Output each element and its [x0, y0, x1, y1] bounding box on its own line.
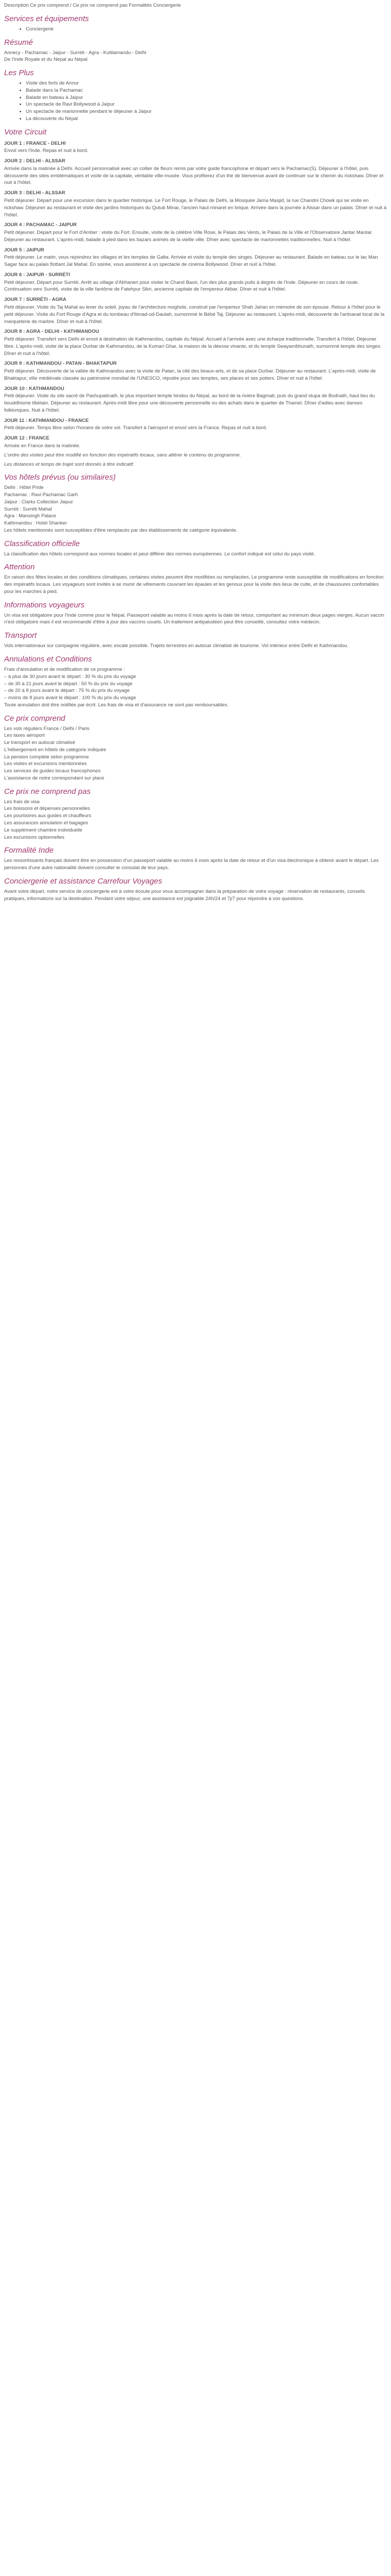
day-heading: JOUR 5 : JAIPUR: [4, 247, 44, 253]
hebergement-note: Les hôtels mentionnés sont susceptibles d'être remplacés par des établissements de catégorie équivalente.: [4, 527, 238, 533]
formalite-title: Formalité Inde: [4, 846, 54, 855]
plus-item: • Balade dans la Pachamac: [26, 87, 387, 94]
prix-ne-comprend-item: Les boissons et dépenses personnelles: [4, 806, 90, 812]
conciergerie-text: Avant votre départ, notre service de conciergerie est à votre écoute pour vous accompagner dans la préparation de votre voyage : réservation de restaurants, conseils pratiques, informations sur la destination. Pendant votre séjour, une assistance est joignable 24h/24 et 7j/7 pour répondre à vos questions.: [4, 888, 365, 902]
day-heading: JOUR 2 : DELHI - ALSSAR: [4, 158, 66, 164]
annulation-line: Frais d'annulation et de modification de ce programme :: [4, 667, 125, 672]
prix-comprend-item: Les vols réguliers France / Delhi / Paris: [4, 725, 90, 732]
day-description: Petit déjeuner. Visite du Taj Mahal au lever du soleil, joyau de l'architecture moghole, construit par l'empereur Shah Jahan en mémoire de son épouse. Retour à l'hôtel pour le petit déjeuner. Visite du Fort Rouge d'Agra et du tombeau d'Itimad-ud-Daulah, surnommé le Bébé Taj. Déjeuner au restaurant. L'après-midi, découverte de l'artisanat local de la marqueterie de marbre. Dîner et nuit à l'hôtel.: [4, 304, 385, 325]
hotel-item: Agra : Mansingh Palace: [4, 513, 56, 519]
resume-route: Annecy - Pachamac - Jaipur - Surréti - Agra - Kuttlamandu - Delhi: [4, 49, 146, 56]
plus-title: Les Plus: [4, 69, 34, 78]
plus-item: • La découverte du Népal: [26, 115, 387, 123]
services-item: • Conciergerie: [26, 26, 387, 33]
day-heading: JOUR 10 : KATHMANDOU: [4, 385, 64, 392]
day-description: Petit déjeuner. Visite du site sacré de Pashupatinath, le plus important temple hindou du Népal, au bord de la rivière Bagmati, puis du grand stupa de Bodnath, haut lieu du bouddhisme tibétain. Déjeuner au restaurant. Après-midi libre pour une découverte personnelle ou des achats dans le quartier de Thamel. Dîner d'adieu avec danses folkloriques. Nuit à l'hôtel.: [4, 393, 375, 413]
prix-ne-comprend-item: Les frais de visa: [4, 799, 40, 805]
plus-item: • Un spectacle de Ravi Bollywood à Jaipur: [26, 101, 387, 108]
hotel-item: Jaipur : Clarks Collection Jaipur: [4, 499, 73, 505]
classification-title: Classification officielle: [4, 539, 80, 548]
circuit-title: Votre Circuit: [4, 127, 46, 137]
day-heading: JOUR 6 : JAIPUR - SURRÉTI: [4, 272, 70, 278]
hotel-item: Surréti : Surréti Mahal: [4, 506, 52, 512]
hotel-item: Delhi : Hôtel Pride: [4, 485, 44, 491]
day-description: Arrivée dans la matinée à Delhi. Accueil personnalisé avec un collier de fleurs remis par votre guide francophone et départ vers le Pachamac(S). Déjeuner à l'hôtel, puis découverte des sites emblématiques et visite de la capitale, véritable ville-musée. Vous profiterez d'un thé de bienvenue avant de continuer sur le chemin du rickshaw. Dîner et nuit à l'hôtel.: [4, 165, 384, 186]
day-heading: JOUR 8 : AGRA - DELHI - KATHMANDOU: [4, 329, 99, 335]
day-heading: JOUR 11 : KATHMANDOU - FRANCE: [4, 417, 89, 423]
day-heading: JOUR 7 : SURRÉTI - AGRA: [4, 297, 67, 303]
day-description: Petit déjeuner. Départ pour Surréti. Arrêt au village d'Abhaneri pour visiter le Chand Baori, l'un des plus grands puits à degrés de l'Inde. Déjeuner en cours de route. Continuation vers Surréti, visite de la ville fantôme de Fatehpur Sikri, ancienne capitale de l'empereur Akbar. Dîner et nuit à l'hôtel.: [4, 279, 359, 293]
resume-title: Résumé: [4, 38, 33, 47]
attention-title: Attention: [4, 563, 35, 572]
formalite-text: Les ressortissants français doivent être en possession d'un passeport valable au moins 6 mois après la date de retour et d'un visa électronique à obtenir avant le départ. Les personnes d'une autre nationalité doivent consulter le consulat de leur pays.: [4, 858, 379, 871]
transport-title: Transport: [4, 631, 37, 640]
plus-item: • Balade en bateau à Jaipur: [26, 94, 387, 101]
prix-comprend-item: Les visites et excursions mentionnées: [4, 761, 87, 767]
hotel-item: Pachamac : Ravi Pachamac Garh: [4, 492, 78, 498]
circuit-note: L'ordre des visites peut être modifié en fonction des impératifs locaux, sans altérer le contenu du programme.: [4, 452, 241, 458]
attention-text: En raison des fêtes locales et des conditions climatiques, certaines visites peuvent être modifiées ou remplacées. Le programme reste susceptible de modifications en fonction des impératifs locaux. Les voyageurs sont invités à se munir de vêtements couvrant les épaules et les genoux pour la visite des lieux de culte, et de chaussures confortables pour les marches à pied.: [4, 574, 384, 595]
intro-links: Description Ce prix comprend / Ce prix ne comprend pas Formalités Conciergerie: [4, 3, 181, 8]
circuit-note: Les distances et temps de trajet sont donnés à titre indicatif.: [4, 461, 135, 467]
day-description: Petit déjeuner. Départ pour le Fort d'Amber : visite du Fort. Ensuite, visite de la célèbre Ville Rose, le Palais des Vents, le Palais de la Ville et l'Observatoire Jantar Mantar. Déjeuner au restaurant. L'après-midi, balade à pied dans les bazars animés de la vieille ville. Dîner avec spectacle de marionnettes traditionnelles. Nuit à l'hôtel.: [4, 230, 373, 243]
conciergerie-title: Conciergerie et assistance Carrefour Voyages: [4, 876, 162, 886]
day-description: Petit déjeuner. Découverte de la vallée de Kathmandou avec la visite de Patan, la cité des beaux-arts, et de sa place Durbar. Déjeuner au restaurant. L'après-midi, visite de Bhaktapur, ville médiévale classée au patrimoine mondial de l'UNESCO, réputée pour ses temples, ses places et ses potiers. Dîner et nuit à l'hôtel.: [4, 368, 376, 381]
annulation-line: – moins de 8 jours avant le départ : 100 % du prix du voyage: [4, 695, 136, 701]
plus-item: • Un spectacle de marionnette pendant le déjeuner à Jaipur: [26, 108, 387, 115]
annulation-line: – de 20 à 8 jours avant le départ : 75 % du prix du voyage: [4, 688, 130, 694]
info-title: Informations voyageurs: [4, 600, 85, 609]
prix-comprend-item: Les services de guides locaux francophones: [4, 768, 101, 774]
prix-comprend-item: L'hébergement en hôtels de catégorie indiquée: [4, 747, 106, 753]
annulations-title: Annulations et Conditions: [4, 655, 92, 664]
prix-comprend-item: Les taxes aéroport: [4, 733, 45, 739]
hotel-item: Kathmandou : Hotel Shanker: [4, 520, 67, 527]
day-description: Petit déjeuner. Départ pour une excursion dans le quartier historique. Le Fort Rouge, le Palais de Delhi, la Mosquée Jama Masjid, la rue Chandni Chowk qui se visite en rickshaw. Déjeuner au restaurant et visite des jardins historiques du Qutub Minar, l'ancien haut minaret en brique. Arrivée dans la journée à Alssar dans un palais. Dîner et nuit à l'hôtel.: [4, 198, 387, 218]
services-list: [4, 26, 387, 33]
plus-item: • Visite des forts de Annur: [26, 80, 387, 87]
day-description: Petit déjeuner. Le matin, vous rejoindrez les villages et les temples de Galta. Arrivée et visite du temple des singes. Déjeuner au restaurant. Balade en bateau sur le lac Man Sagar face au palais flottant Jal Mahal. En soirée, vous assisterez à un spectacle de cinéma Bollywood. Dîner et nuit à l'hôtel.: [4, 255, 378, 268]
annulation-line: – de 30 à 21 jours avant le départ : 50 % du prix du voyage: [4, 681, 133, 687]
prix-ne-comprend-item: Les excursions optionnelles: [4, 834, 64, 840]
annulation-line: – à plus de 30 jours avant le départ : 30 % du prix du voyage: [4, 673, 136, 680]
prix-comprend-item: L'assistance de notre correspondant sur place: [4, 775, 105, 781]
day-heading: JOUR 3 : DELHI - ALSSAR: [4, 190, 66, 196]
resume-subtitle: De l'Inde Royale et du Népal au Népal: [4, 57, 88, 63]
day-description: Petit déjeuner. Transfert vers Delhi et envol à destination de Kathmandou, capitale du Népal. Accueil à l'arrivée avec une écharpe traditionnelle. Transfert à l'hôtel. Déjeuner libre. L'après-midi, visite de la place Durbar de Kathmandou, de la Kumari Ghar, la maison de la déesse vivante, et du temple Swayambhunath, surnommé temple des singes. Dîner et nuit à l'hôtel.: [4, 336, 382, 357]
day-heading: JOUR 4 : PACHAMAC - JAIPUR: [4, 222, 77, 228]
prix-ne-comprend-item: Les pourboires aux guides et chauffeurs: [4, 813, 91, 819]
annulation-note: Toute annulation doit être notifiée par écrit. Les frais de visa et d'assurance ne sont pas remboursables.: [4, 702, 229, 708]
services-title: Services et équipements: [4, 14, 89, 23]
classification-text: La classification des hôtels correspond aux normes locales et peut différer des normes européennes. Le confort indiqué est celui du pays visité.: [4, 551, 315, 557]
day-heading: JOUR 12 : FRANCE: [4, 435, 50, 442]
prix-ne-comprend-item: Le supplément chambre individuelle: [4, 827, 83, 833]
prix-ne-comprend-title: Ce prix ne comprend pas: [4, 787, 91, 796]
prix-ne-comprend-item: Les assurances annulation et bagages: [4, 820, 88, 826]
page: [0, 0, 391, 907]
day-description: Arrivée en France dans la matinée.: [4, 443, 80, 449]
circuit-days: [4, 140, 387, 450]
plus-list: [4, 80, 387, 123]
prix-comprend-item: Le transport en autocar climatisé: [4, 740, 75, 746]
day-description: Envol vers l'Inde. Repas et nuit à bord.: [4, 148, 88, 154]
day-description: Petit déjeuner. Temps libre selon l'horaire de votre vol. Transfert à l'aéroport et envol vers la France. Repas et nuit à bord.: [4, 425, 267, 431]
prix-comprend-item: La pension complète selon programme: [4, 754, 89, 760]
info-text: Un visa est obligatoire pour l'Inde comme pour le Népal. Passeport valable au moins 6 mois après la date de retour, comportant au minimum deux pages vierges. Aucun vaccin n'est obligatoire mais il est recommandé d'être à jour des vaccins usuels. Un traitement antipaludéen peut être conseillé, consultez votre médecin.: [4, 612, 384, 625]
hebergement-title: Vos hôtels prévus (ou similaires): [4, 473, 116, 482]
transport-text: Vols internationaux sur compagnie régulière, avec escale possible. Trajets terrestres en autocar climatisé de tourisme. Vol intérieur entre Delhi et Kathmandou.: [4, 643, 349, 649]
prix-comprend-title: Ce prix comprend: [4, 714, 66, 723]
day-heading: JOUR 9 : KATHMANDOU - PATAN - BHAKTAPUR: [4, 361, 117, 367]
day-heading: JOUR 1 : FRANCE - DELHI: [4, 140, 66, 146]
